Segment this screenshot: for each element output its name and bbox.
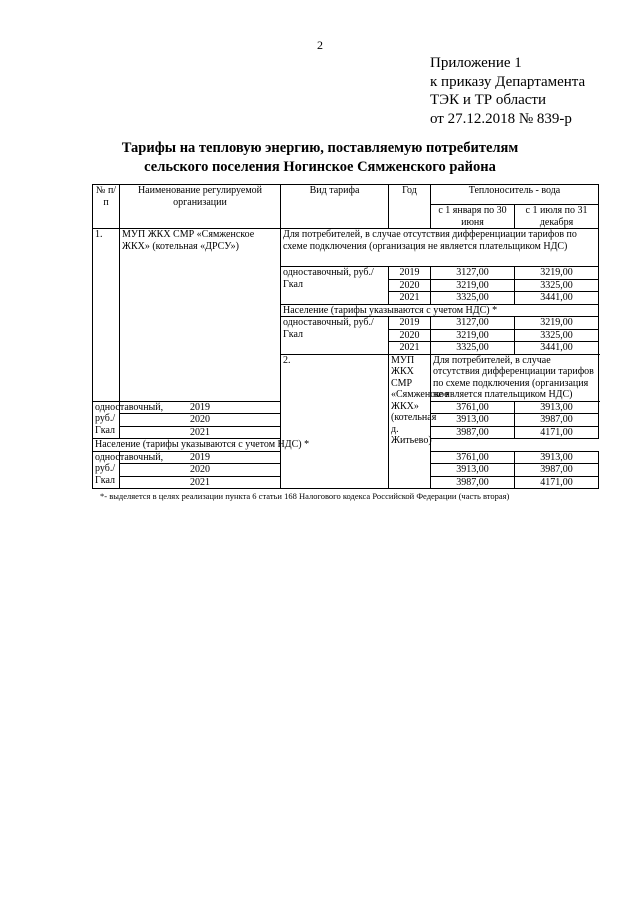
header-period-1: с 1 января по 30 июня xyxy=(431,205,515,229)
year-cell: 2021 xyxy=(120,476,281,489)
tariff-period-2: 4171,00 xyxy=(515,426,599,439)
consumers-note: Для потребителей, в случае отсутствия дифференциации тарифов по схеме подключения (организация не является плательщиком НДС) xyxy=(281,229,599,267)
tariff-type: одноставочный, руб./Гкал xyxy=(93,451,120,489)
header-tariff-type: Вид тарифа xyxy=(281,185,389,229)
year-cell: 2020 xyxy=(120,414,281,427)
row-number: 1. xyxy=(93,229,120,402)
tariff-period-2: 3325,00 xyxy=(515,329,599,342)
year-cell: 2019 xyxy=(120,451,281,464)
header-num: № п/п xyxy=(93,185,120,229)
tariff-period-1: 3987,00 xyxy=(431,426,515,439)
tariff-period-2: 3913,00 xyxy=(515,401,599,414)
header-period-2: с 1 июля по 31 декабря xyxy=(515,205,599,229)
tariff-period-1: 3127,00 xyxy=(431,267,515,280)
tariff-period-1: 3913,00 xyxy=(431,464,515,477)
tariff-period-2: 3913,00 xyxy=(515,451,599,464)
page-number: 2 xyxy=(317,38,323,52)
header-organization: Наименование регулируемой организации xyxy=(120,185,281,229)
year-cell: 2019 xyxy=(389,267,431,280)
tariff-period-1: 3761,00 xyxy=(431,451,515,464)
year-cell: 2020 xyxy=(389,279,431,292)
table-row xyxy=(93,439,599,452)
tariff-period-2: 3987,00 xyxy=(515,464,599,477)
tariff-period-1: 3219,00 xyxy=(431,329,515,342)
header-heat-carrier: Теплоноситель - вода xyxy=(431,185,599,205)
tariff-period-1: 3761,00 xyxy=(431,401,515,414)
appendix-line: Приложение 1 xyxy=(430,55,522,71)
tariff-type: одноставочный, руб./Гкал xyxy=(281,267,389,305)
table-row xyxy=(93,229,599,267)
population-note: Население (тарифы указываются с учетом НДС) * xyxy=(93,439,431,452)
year-cell: 2019 xyxy=(120,401,281,414)
year-cell: 2019 xyxy=(389,317,431,330)
title-line: сельского поселения Ногинское Сямженского района xyxy=(144,159,496,175)
population-note: Население (тарифы указываются с учетом НДС) * xyxy=(281,304,599,317)
year-cell: 2021 xyxy=(389,342,431,355)
tariff-period-2: 3441,00 xyxy=(515,342,599,355)
tariff-type: одноставочный, руб./Гкал xyxy=(281,317,389,355)
appendix-line: ТЭК и ТР области xyxy=(430,92,546,108)
tariff-period-2: 3219,00 xyxy=(515,267,599,280)
consumers-note: Для потребителей, в случае отсутствия дифференциации тарифов по схеме подключения (организация не является плательщиком НДС) xyxy=(431,354,599,401)
tariff-period-1: 3913,00 xyxy=(431,414,515,427)
organization-name: МУП ЖКХ СМР «Сямженское ЖКХ» (котельная д. Житьево) xyxy=(389,354,431,489)
organization-name: МУП ЖКХ СМР «Сямженское ЖКХ» (котельная «ДРСУ») xyxy=(120,229,281,402)
row-number: 2. xyxy=(281,354,389,489)
header-row xyxy=(93,185,599,205)
header-year: Год xyxy=(389,185,431,229)
appendix-line: от 27.12.2018 № 839-р xyxy=(430,110,572,127)
tariff-period-2: 4171,00 xyxy=(515,476,599,489)
tariff-period-1: 3127,00 xyxy=(431,317,515,330)
tariff-table xyxy=(92,184,599,489)
tariff-period-2: 3219,00 xyxy=(515,317,599,330)
tariff-type: одноставочный, руб./Гкал xyxy=(93,401,120,439)
year-cell: 2020 xyxy=(389,329,431,342)
tariff-period-2: 3441,00 xyxy=(515,292,599,305)
tariff-period-2: 3987,00 xyxy=(515,414,599,427)
tariff-period-1: 3325,00 xyxy=(431,342,515,355)
footnote: *- выделяется в целях реализации пункта 6 статьи 168 Налогового кодекса Российской Федерации (часть вторая) xyxy=(100,491,510,501)
tariff-period-1: 3987,00 xyxy=(431,476,515,489)
tariff-period-2: 3325,00 xyxy=(515,279,599,292)
tariff-period-1: 3219,00 xyxy=(431,279,515,292)
title-line: Тарифы на тепловую энергию, поставляемую потребителям xyxy=(121,140,519,156)
year-cell: 2021 xyxy=(389,292,431,305)
year-cell: 2021 xyxy=(120,426,281,439)
appendix-block xyxy=(430,54,630,128)
document-title xyxy=(0,139,640,177)
tariff-period-1: 3325,00 xyxy=(431,292,515,305)
year-cell: 2020 xyxy=(120,464,281,477)
appendix-line: к приказу Департамента xyxy=(430,73,586,90)
